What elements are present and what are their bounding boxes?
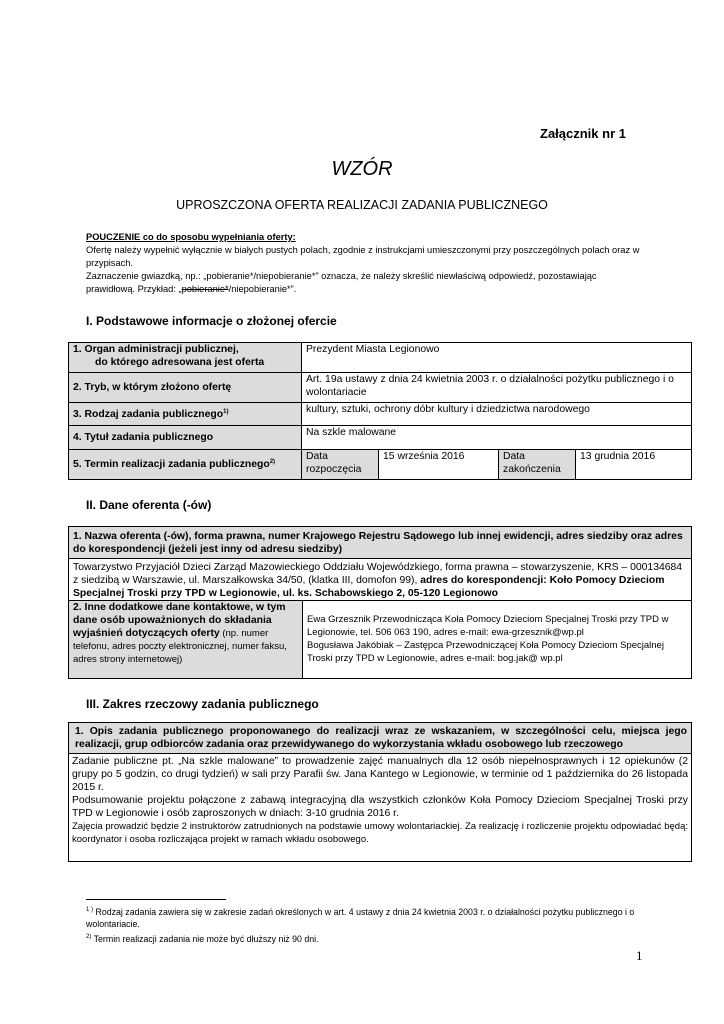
- footnote-1: $^{1 )}$ Rodzaj zadania zawiera się w zakresie zadań określonych w art. 4 ustawy z dnia 24 kwietnia 2003 r. o działalności pożytku publicznego i o wolontariacie.: [86, 907, 635, 929]
- scope-paragraph-1: Zadanie publiczne pt. „Na szkle malowane” to prowadzenie zajęć manualnych dla 12 osób niepełnosprawnych i 12 opiekunów (2 grupy po 5 godzin, co drugi tydzień) w sali przy Parafii św. Jana Kantego w Legionowie, w terminie od 1 października do 26 listopada 2015 r.: [72, 756, 688, 793]
- instructions-heading: POUCZENIE co do sposobu wypełniania oferty:: [86, 232, 296, 242]
- contact-value[interactable]: [303, 601, 692, 679]
- organ-label: 1. Organ administracji publicznej, do którego adresowana jest oferta: [69, 343, 302, 373]
- scope-description[interactable]: [69, 754, 692, 862]
- task-type-label: 3. Rodzaj zadania publicznego$^{1)}$: [69, 403, 302, 426]
- contact-person-1: Ewa Grzesznik Przewodnicząca Koła Pomocy Dzieciom Specjalnej Troski przy TPD w Legionowie, tel. 506 063 190, adres e-mail: ewa-grzesznik@wp.pl: [307, 614, 669, 638]
- offeror-table: [68, 526, 692, 679]
- basic-info-table: [68, 342, 692, 480]
- contact-label: 2. Inne dodatkowe dane kontaktowe, w tym dane osób upoważnionych do składania wyjaśnień dotyczących oferty (np. numer telefonu, adres poczty elektronicznej, numer faksu, adres strony internetowej): [69, 601, 303, 679]
- scope-paragraph-3: Zajęcia prowadzić będzie 2 instruktorów zatrudnionych na podstawie umowy wolontariackiej. Za realizację i rozliczenie projektu odpowiadać będą: koordynator i osoba rozliczająca projekt w ramach wkładu osobowego.: [72, 821, 688, 845]
- instructions-line-2: [86, 270, 646, 296]
- footnote-separator: [86, 899, 226, 900]
- strikethrough-example: pobieranie*: [181, 284, 229, 294]
- mode-label: 2. Tryb, w którym złożono ofertę: [69, 373, 302, 403]
- section-1-heading: I. Podstawowe informacje o złożonej ofercie: [86, 314, 337, 328]
- instructions-line-2-tail: /niepobieranie*”.: [228, 284, 297, 294]
- page-number: 1: [636, 948, 643, 963]
- template-heading: WZÓR: [331, 158, 393, 180]
- task-title-label: 4. Tytuł zadania publicznego: [69, 426, 302, 450]
- scope-table: [68, 722, 692, 862]
- attachment-label: Załącznik nr 1: [540, 126, 626, 141]
- section-3-heading: III. Zakres rzeczowy zadania publicznego: [86, 697, 319, 711]
- start-date-value[interactable]: 15 września 2016: [379, 450, 499, 480]
- organ-value[interactable]: Prezydent Miasta Legionowo: [302, 343, 692, 373]
- start-date-label: Data rozpoczęcia: [302, 450, 379, 480]
- mode-value[interactable]: Art. 19a ustawy z dnia 24 kwietnia 2003 r. o działalności pożytku publicznego i o wolontariacie: [302, 373, 692, 403]
- end-date-value[interactable]: 13 grudnia 2016: [576, 450, 692, 480]
- footnote-2: $^{2)}$ Termin realizacji zadania nie może być dłuższy niż 90 dni.: [86, 934, 319, 944]
- task-title-value[interactable]: Na szkle malowane: [302, 426, 692, 450]
- end-date-label: Data zakończenia: [499, 450, 576, 480]
- term-label: 5. Termin realizacji zadania publicznego$^{2)}$: [69, 450, 302, 480]
- section-2-heading: II. Dane oferenta (-ów): [86, 498, 212, 512]
- scope-paragraph-2: Podsumowanie projektu połączone z zabawą integracyjną dla wszystkich członków Koła Pomocy Dzieciom Specjalnej Troski przy TPD w Legionowie i osób zaproszonych w dniach: 3-10 grudnia 2016 r.: [72, 795, 688, 819]
- instructions-line-2-text: Zaznaczenie gwiazdką, np.: „pobieranie*/niepobieranie*” oznacza, że należy skreślić niewłaściwą odpowiedź, pozostawiając prawidłową. Przykład: „: [86, 271, 597, 294]
- instructions-block: [86, 231, 646, 296]
- contact-person-2: Bogusława Jakóbiak – Zastępca Przewodniczącej Koła Pomocy Dzieciom Specjalnej Troski przy TPD w Legionowie, adres e-mail: bog.jak@ wp.pl: [307, 640, 664, 664]
- document-title: UPROSZCZONA OFERTA REALIZACJI ZADANIA PUBLICZNEGO: [176, 198, 548, 212]
- offeror-name-value[interactable]: Towarzystwo Przyjaciół Dzieci Zarząd Mazowieckiego Oddziału Wojewódzkiego, forma prawna – stowarzyszenie, KRS – 000134684 z siedzibą w Warszawie, ul. Marszałkowska 34/50, (klatka III, domofon 99), adres do korespondencji: Koło Pomocy Dzieciom Specjalnej Troski przy TPD w Legionowie, ul. ks. Schabowskiego 2, 05-120 Legionowo: [69, 559, 692, 601]
- task-type-value[interactable]: kultury, sztuki, ochrony dóbr kultury i dziedzictwa narodowego: [302, 403, 692, 426]
- scope-header: 1. Opis zadania publicznego proponowanego do realizacji wraz ze wskazaniem, w szczególności celu, miejsca jego realizacji, grup odbiorców zadania oraz przewidywanego do wykorzystania wkładu osobowego lub rzeczowego: [69, 723, 692, 754]
- instructions-line-1: Ofertę należy wypełnić wyłącznie w białych pustych polach, zgodnie z instrukcjami umieszczonymi przy poszczególnych polach oraz w przypisach.: [86, 245, 640, 268]
- offeror-name-header: 1. Nazwa oferenta (-ów), forma prawna, numer Krajowego Rejestru Sądowego lub innej ewidencji, adres siedziby oraz adres do korespondencji (jeżeli jest inny od adresu siedziby): [69, 527, 692, 559]
